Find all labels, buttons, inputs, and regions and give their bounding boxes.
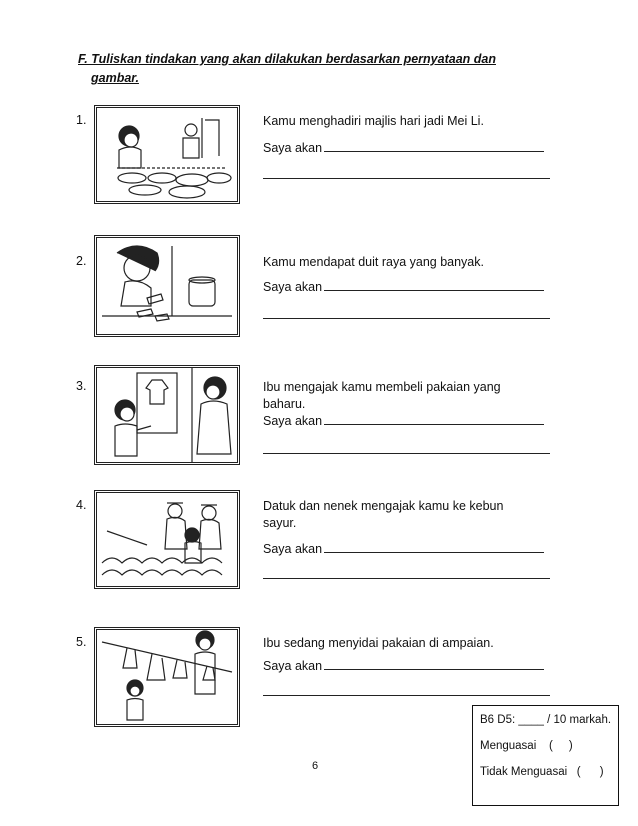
answer-blank[interactable] — [324, 280, 544, 291]
statement-line-1: Datuk dan nenek mengajak kamu ke kebun — [263, 499, 504, 513]
not-mastered-checkbox[interactable]: Tidak Menguasai ( ) — [480, 766, 604, 778]
statement-line-1: Kamu menghadiri majlis hari jadi Mei Li. — [263, 114, 484, 128]
answer-blank-line-2[interactable] — [263, 695, 550, 696]
answer-prefix: Saya akan — [263, 280, 323, 294]
section-heading — [78, 50, 548, 88]
question-item-1 — [0, 105, 638, 215]
statement-line-1: Kamu mendapat duit raya yang banyak. — [263, 255, 484, 269]
laundry-line-icon — [94, 627, 240, 727]
question-number: 4. — [76, 498, 87, 512]
clothes-shopping-icon — [94, 365, 240, 465]
answer-blank-line-2[interactable] — [263, 178, 550, 179]
money-savings-icon — [94, 235, 240, 337]
question-item-3 — [0, 371, 638, 481]
answer-blank[interactable] — [324, 659, 544, 670]
question-statement — [263, 635, 548, 652]
answer-prefix: Saya akan — [263, 659, 323, 673]
answer-blank[interactable] — [324, 141, 544, 152]
answer-line-1 — [263, 280, 544, 294]
question-number: 5. — [76, 635, 87, 649]
mark-box — [472, 705, 619, 806]
heading-line-1: F. Tuliskan tindakan yang akan dilakukan berdasarkan pernyataan dan — [78, 52, 496, 66]
vegetable-garden-icon — [94, 490, 240, 589]
question-number: 3. — [76, 379, 87, 393]
statement-line-2: sayur. — [263, 516, 297, 530]
heading-line-2: gambar. — [91, 71, 139, 85]
question-number: 1. — [76, 113, 87, 127]
question-statement — [263, 113, 548, 130]
mastered-checkbox[interactable]: Menguasai ( ) — [480, 740, 573, 752]
answer-prefix: Saya akan — [263, 542, 323, 556]
answer-line-1 — [263, 414, 544, 428]
answer-blank[interactable] — [324, 542, 544, 553]
answer-prefix: Saya akan — [263, 414, 323, 428]
birthday-party-icon — [94, 105, 240, 204]
statement-line-1: Ibu mengajak kamu membeli pakaian yang — [263, 380, 501, 394]
question-item-2 — [0, 246, 638, 356]
statement-line-2: baharu. — [263, 397, 306, 411]
question-item-4 — [0, 490, 638, 600]
answer-prefix: Saya akan — [263, 141, 323, 155]
question-statement — [263, 254, 548, 271]
answer-line-1 — [263, 141, 544, 155]
answer-blank[interactable] — [324, 414, 544, 425]
answer-blank-line-2[interactable] — [263, 318, 550, 319]
answer-line-1 — [263, 659, 544, 673]
page-number: 6 — [312, 760, 319, 772]
answer-line-1 — [263, 542, 544, 556]
answer-blank-line-2[interactable] — [263, 578, 550, 579]
question-number: 2. — [76, 254, 87, 268]
question-statement — [263, 379, 548, 413]
score-line: B6 D5: ____ / 10 markah. — [480, 714, 612, 726]
answer-blank-line-2[interactable] — [263, 453, 550, 454]
question-statement — [263, 498, 548, 532]
statement-line-1: Ibu sedang menyidai pakaian di ampaian. — [263, 636, 494, 650]
